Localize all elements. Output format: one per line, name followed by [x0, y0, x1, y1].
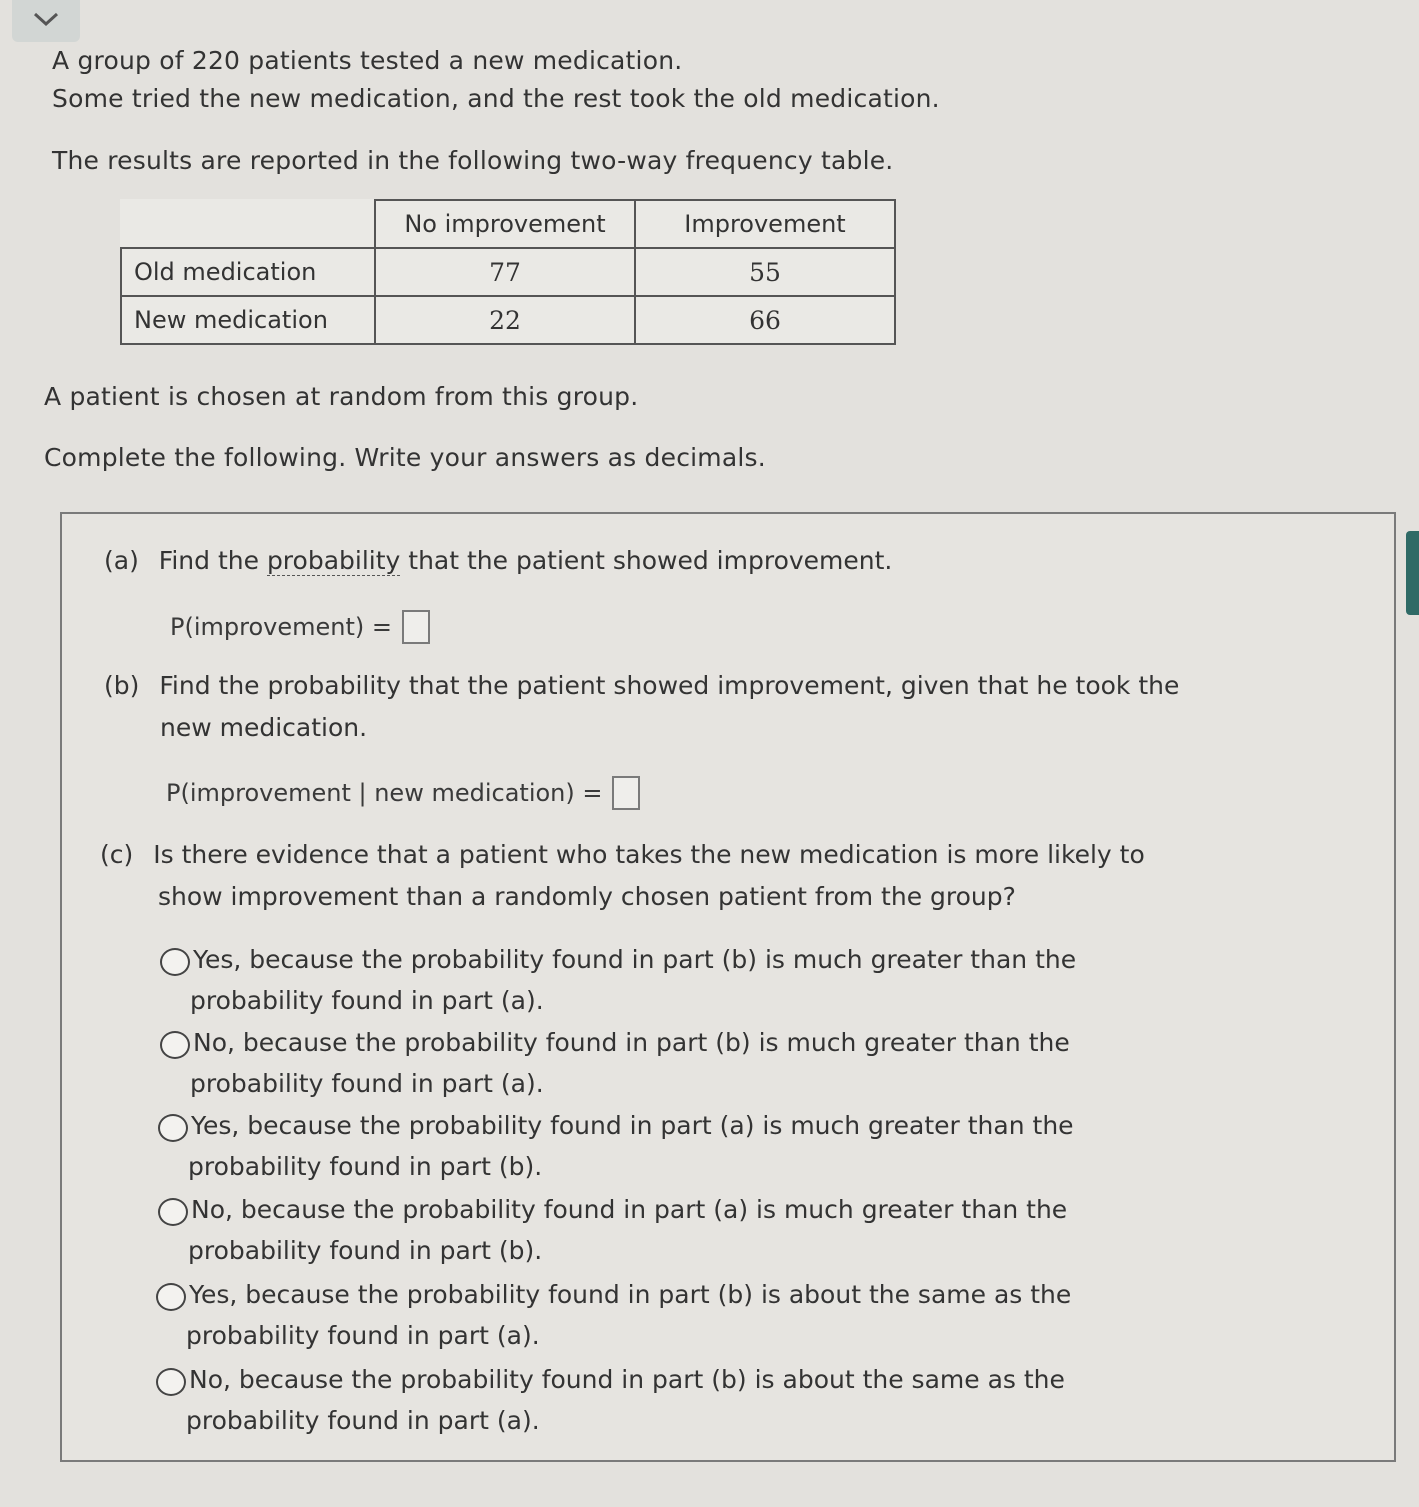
option-text-line-1: No, because the probability found in part (b) is about the same as the — [189, 1365, 1065, 1394]
table-cell: 77 — [375, 248, 635, 296]
radio-button[interactable] — [160, 1031, 190, 1059]
option-text-line-2: probability found in part (b). — [188, 1152, 543, 1181]
answer-option-2[interactable] — [160, 1022, 1240, 1104]
intro-line-3: The results are reported in the following two-way frequency table. — [52, 146, 894, 175]
part-b-answer-input[interactable] — [612, 776, 640, 810]
option-text-line-2: probability found in part (a). — [190, 986, 544, 1015]
table-header-row — [121, 200, 895, 248]
part-c-question-line-1 — [100, 840, 1145, 869]
option-text-line-1: Yes, because the probability found in part (b) is much greater than the — [193, 945, 1077, 974]
option-text-line-1: No, because the probability found in part (a) is much greater than the — [191, 1195, 1068, 1224]
option-text-line-2: probability found in part (a). — [190, 1069, 544, 1098]
option-text-line-1: Yes, because the probability found in part (a) is much greater than the — [191, 1111, 1074, 1140]
part-a-text-after: that the patient showed improvement. — [400, 546, 893, 575]
part-b-expression — [166, 776, 640, 810]
radio-button[interactable] — [160, 948, 190, 976]
column-header-improvement: Improvement — [635, 200, 895, 248]
collapse-toggle-button[interactable] — [12, 0, 80, 42]
instruction-line-1: A patient is chosen at random from this group. — [44, 382, 639, 411]
table-cell: 55 — [635, 248, 895, 296]
part-a-label: (a) — [104, 546, 139, 575]
option-text-line-2: probability found in part (a). — [186, 1406, 540, 1435]
table-corner-cell — [121, 200, 375, 248]
side-panel-tab[interactable] — [1406, 531, 1419, 615]
part-c-text-line-1: Is there evidence that a patient who takes the new medication is more likely to — [153, 840, 1145, 869]
radio-button[interactable] — [156, 1283, 186, 1311]
row-header-old-medication: Old medication — [121, 248, 375, 296]
column-header-no-improvement: No improvement — [375, 200, 635, 248]
frequency-table — [120, 199, 896, 345]
radio-button[interactable] — [158, 1114, 188, 1142]
answer-option-3[interactable] — [158, 1105, 1238, 1187]
instruction-line-2: Complete the following. Write your answers as decimals. — [44, 443, 766, 472]
part-b-text-line-1: Find the probability that the patient showed improvement, given that he took the — [159, 671, 1180, 700]
table-cell: 22 — [375, 296, 635, 344]
part-a-answer-input[interactable] — [402, 610, 430, 644]
option-text-line-2: probability found in part (a). — [186, 1321, 540, 1350]
option-text-line-1: No, because the probability found in part (b) is much greater than the — [193, 1028, 1070, 1057]
part-b-label: (b) — [104, 671, 140, 700]
part-a-expression-text: P(improvement) = — [170, 613, 392, 641]
table-row — [121, 296, 895, 344]
part-c-label: (c) — [100, 840, 134, 869]
question-panel — [60, 512, 1396, 1462]
part-b-expression-text: P(improvement | new medication) = — [166, 779, 603, 807]
answer-option-5[interactable] — [156, 1274, 1236, 1356]
part-c-text-line-2: show improvement than a randomly chosen patient from the group? — [158, 882, 1016, 911]
table-row — [121, 248, 895, 296]
table-cell: 66 — [635, 296, 895, 344]
probability-glossary-link[interactable]: probability — [266, 546, 401, 575]
part-b-question-line-1 — [104, 671, 1179, 700]
intro-line-2: Some tried the new medication, and the rest took the old medication. — [52, 84, 940, 113]
radio-button[interactable] — [158, 1198, 188, 1226]
answer-option-6[interactable] — [156, 1359, 1236, 1441]
part-a-text-before: Find the — [158, 546, 267, 575]
row-header-new-medication: New medication — [121, 296, 375, 344]
intro-line-1: A group of 220 patients tested a new medication. — [52, 46, 683, 75]
option-text-line-1: Yes, because the probability found in part (b) is about the same as the — [189, 1280, 1072, 1309]
option-text-line-2: probability found in part (b). — [188, 1236, 543, 1265]
answer-option-4[interactable] — [158, 1189, 1238, 1271]
part-b-text-line-2: new medication. — [160, 713, 368, 742]
part-a-expression — [170, 610, 430, 644]
chevron-down-icon — [31, 10, 61, 32]
answer-option-1[interactable] — [160, 939, 1240, 1021]
part-a-question — [104, 546, 892, 575]
radio-button[interactable] — [156, 1368, 186, 1396]
